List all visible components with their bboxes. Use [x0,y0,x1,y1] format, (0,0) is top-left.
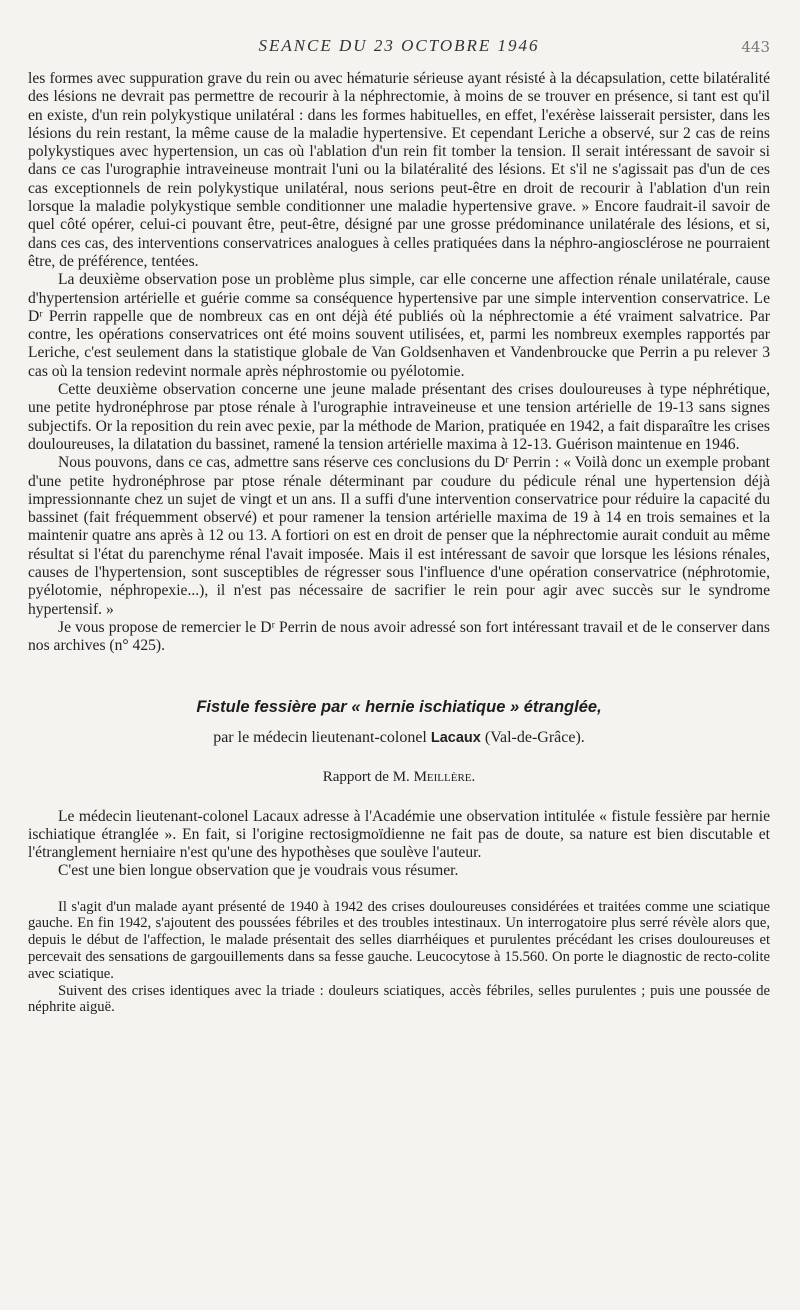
paragraph: Suivent des crises identiques avec la triade : douleurs sciatiques, accès fébriles, selles purulentes ; puis une poussée de néphrite aiguë. [28,982,770,1016]
byline-prefix: par le médecin lieutenant-colonel [213,728,427,746]
rapporteur-name: Meillère. [413,768,476,785]
article-text [28,808,770,881]
paragraph: C'est une bien longue observation que je voudrais vous résumer. [58,862,459,880]
running-head [28,36,770,70]
paragraph: Le médecin lieutenant-colonel Lacaux adresse à l'Académie une observation intitulée « fistule fessière par hernie ischiatique étranglée ». En fait, si l'origine rectosigmoïdienne ne fait pas de doute, sa nature est bien discutable et l'étranglement herniaire n'est qu'une des hypothèses que soulève l'auteur. [28,807,770,862]
article-title: Fistule fessière par « hernie ischiatique » étranglée, [196,697,602,716]
report-prefix: Rapport de M. [322,768,410,785]
paragraph: Nous pouvons, dans ce cas, admettre sans réserve ces conclusions du Dʳ Perrin : « Voilà donc un exemple probant d'une petite hydronéphrose par ptose rénale déterminant par coudure du pédicule rénal une hypertension déjà impressionnante chez un sujet de vingt et un ans. Il a suffi d'une intervention conservatrice pour réduire la capacité du bassinet (fait fréquemment observé) et pour ramener la tension artérielle maxima de 19 à 14 en trois semaines et la maintenir quatre ans après à 12 ou 13. A fortiori on est en droit de penser que la néphrectomie aurait conduit au même résultat si l'état du parenchyme rénal l'avait imposée. Mais il est intéressant de savoir que lorsque les lésions rénales, causes de l'hypertension, sont susceptibles de régresser sous l'influence d'une opération conservatrice (néphrotomie, pyélotomie, néphropexie...), il n'est pas nécessaire de sacrifier le rein pour agir avec succès sur le syndrome hypertensif. » [28,454,770,618]
author-name: Lacaux [430,729,481,746]
running-title: SEANCE DU 23 OCTOBRE 1946 [258,36,540,55]
article-byline [28,729,770,747]
paragraph: La deuxième observation pose un problème plus simple, car elle concerne une affection rénale unilatérale, cause d'hypertension artérielle et guérie comme sa conséquence hypertensive par une simple intervention conservatrice. Le Dʳ Perrin rappelle que de nombreux cas en ont déjà été publiés où la néphrectomie a été vraiment salvatrice. Par contre, les opérations conservatrices ont été moins souvent utilisées, et, parmi les nombreux exemples rapportés par Leriche, c'est seulement dans la statistique globale de Van Goldsenhaven et Vandenbroucke que Perrin a pu relever 3 cas où la tension redevint normale après néphrostomie ou pyélotomie. [28,271,770,380]
observation-text [28,899,770,1017]
paragraph: Il s'agit d'un malade ayant présenté de 1940 à 1942 des crises douloureuses considérées et traitées comme une sciatique gauche. En fin 1942, s'ajoutent des poussées fébriles et des troubles intestinaux. Un interrogatoire plus serré révèle alors que, depuis le début de l'affection, le malade présentait des selles diarrhéiques et purulentes précédant les crises douloureuses et percevait des sensations de gargouillements dans sa fesse gauche. Leucocytose à 15.560. On porte le diagnostic de recto-colite avec sciatique. [28,898,770,982]
paragraph: les formes avec suppuration grave du rein ou avec hématurie sérieuse ayant résisté à la décapsulation, cette bilatéralité des lésions ne devrait pas permettre de recourir à la néphrectomie, à moins de se trouver en présence, si tant est qu'il en existe, d'un rein polykystique unilatéral : dans les formes habituelles, en effet, l'exérèse laisserait persister, dans les lésions du rein restant, la même cause de la maladie hypertensive. Et cependant Leriche a observé, sur 2 cas de reins polykystiques avec hypertension, un cas où l'ablation d'un rein fit tomber la tension. Il serait intéressant de savoir si dans ce cas l'urographie intraveineuse montrait l'uni ou la bilatéralité des lésions. Et s'il ne s'agissait pas d'un de ces cas exceptionnels de rein polykystique unilatéral, nous serions peut-être en droit de recourir à l'ablation d'un rein lorsque la maladie polykystique semble conditionner une maladie hypertensive grave. » Encore faudrait-il savoir de quel côté opérer, celui-ci pouvant être, peut-être, désigné par une grosse prédominance unilatérale des lésions, et si, dans ces cas, des interventions conservatrices analogues à celles pratiquées dans la néphro-angiosclérose ne pourraient être, de préférence, tentées. [28,70,770,270]
page-number: 443 [741,38,770,56]
paragraph: Cette deuxième observation concerne une jeune malade présentant des crises douloureuses à type néphrétique, une petite hydronéphrose par ptose rénale à l'urographie intraveineuse et une tension artérielle de 19-13 sans signes subjectifs. Or la reposition du rein avec pexie, par la méthode de Marion, pratiquée en 1942, a fait disparaître les crises douloureuses, la dilatation du bassinet, ramené la tension artérielle maxima à 12-13. Guérison maintenue en 1946. [28,381,770,453]
report-line [28,769,770,786]
continuation-text [28,70,770,656]
author-affiliation: (Val-de-Grâce). [484,728,585,746]
paragraph: Je vous propose de remercier le Dʳ Perrin de nous avoir adressé son fort intéressant travail et de le conserver dans nos archives (n° 425). [28,618,770,655]
